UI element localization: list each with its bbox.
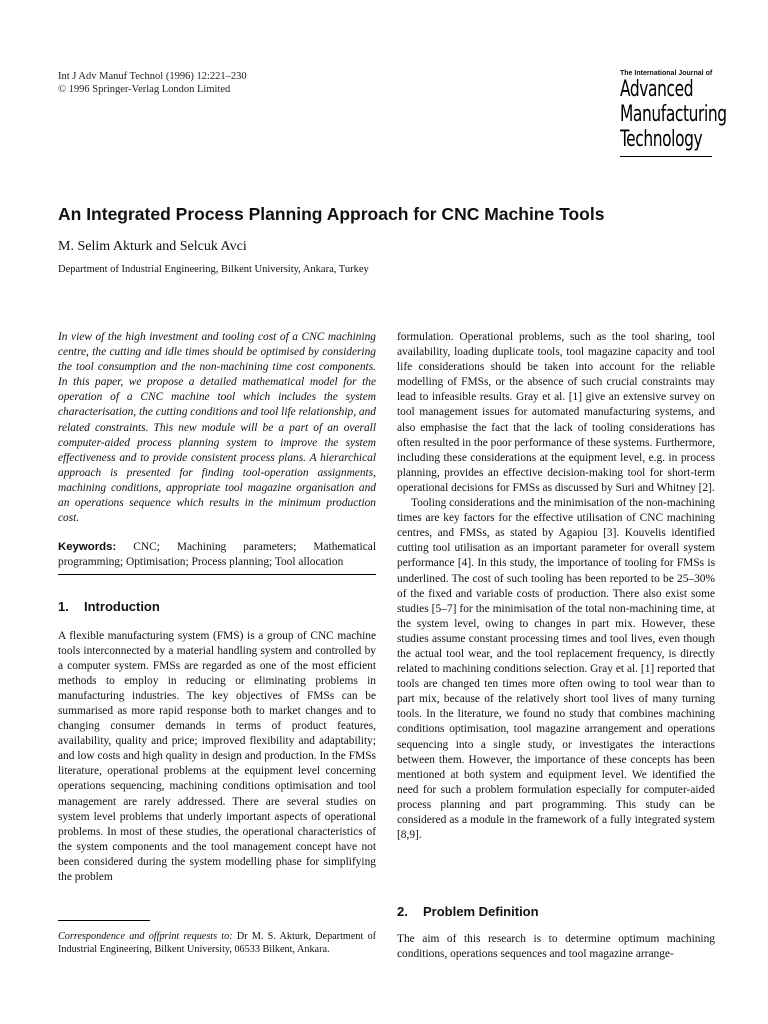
copyright-line: © 1996 Springer-Verlag London Limited <box>58 84 231 95</box>
journal-name-line2: Manufacturing <box>620 102 727 127</box>
footnote-rule <box>58 920 150 921</box>
intro-paragraph-2: formulation. Operational problems, such as the tool sharing, tool availability, loading duplicate tools, tool magazine capacity and tool life considerations should be taken into account for the reliable modelling of FMSs, or the absence of such crucial constraints may lead to infeasible results. Gray et al. [1] give an extensive survey on tool management issues for automated manufacturing systems, and also emphasise the fact that the lack of tooling considerations has often resulted in the poor performance of these systems. Furthermore, including these considerations at the equipment level, e.g. in process planning, provides an effective decision-making tool for short-term operational decisions for FMSs as discussed by Suri and Whitney [2]. <box>397 331 715 494</box>
section-title: Problem Definition <box>423 904 539 919</box>
citation-line: Int J Adv Manuf Technol (1996) 12:221–230 <box>58 71 247 82</box>
section-number: 1. <box>58 599 69 615</box>
section-heading-problem-definition <box>397 904 539 919</box>
journal-name-line3: Technology <box>620 127 703 152</box>
journal-name-line1: Advanced <box>620 77 694 102</box>
section-heading-introduction <box>58 599 376 614</box>
journal-logo <box>620 70 727 157</box>
paper-affiliation: Department of Industrial Engineering, Bilkent University, Ankara, Turkey <box>58 264 369 275</box>
journal-prefix: The International Journal of <box>620 70 713 77</box>
intro-paragraph-3: Tooling considerations and the minimisation of the non-machining times are key factors for the effective utilisation of CNC machining centres, and FMSs, as stated by Agapiou [3]. Kouvelis identified cutting tool utilisation as an important parameter for overall system performance [4]. In this study, the importance of tooling for FMSs is underlined. The cost of such tooling has been reported to be 25–30% of the fixed and variable costs of production. There also exist some studies [5–7] for the minimisation of the total non-machining time, at the system level, owing to changes in part mix. However, these studies assume constant processing times and tool lives, even though the actual tool wear, and the tool replacement frequency, is directly related to machining conditions selection. Gray et al. [1] reported that tools are changed ten times more often owing to tool wear than to part mix, because of the relatively short tool lives of many turning tools. In the literature, we found no study that combines machining conditions optimisation, tool magazine arrangement and operations sequencing into a single study, or investigates the interactions between them. However, the importance of these concepts has been mentioned at both system and equipment level. We identified the need for such a problem formulation especially for computer-aided process planning and part programming. This study can be considered as a module in the framework of a fully integrated system [8,9]. <box>397 497 715 842</box>
footnote-label: Correspondence and offprint requests to: <box>58 931 233 942</box>
keywords-label: Keywords: <box>58 541 117 554</box>
journal-rule <box>620 156 712 157</box>
abstract: In view of the high investment and tooling cost of a CNC machining centre, the cutting and idle times should be optimised by considering the tool consumption and the non-machining time cost components. In this paper, we propose a detailed mathematical model for the operation of a CNC machine tool which includes the system characterisation, the cutting conditions and tool life relationship, and related constraints. This new module will be a part of an overall computer-aided process planning system to improve the system effectiveness and to provide consistent process plans. A hierarchical approach is presented for finding tool-operation assignments, machining conditions, appropriate tool magazine organisation and an operations sequence which results in the minimum production cost. <box>58 331 376 525</box>
keywords <box>58 540 376 575</box>
intro-paragraph-1: A flexible manufacturing system (FMS) is a group of CNC machine tools interconnected by a material handling system and controlled by a computer system. FMSs are regarded as one of the most efficient methods to employ in reducing or eliminating problems in manufacturing industries. The key objectives of FMSs can be summarised as more rapid response both to market changes and to changing consumer demands in terms of product features, availability, quality and price; improved flexibility and adaptability; and low costs and high quality in design and production. In the FMSs literature, operational problems at the equipment level concerning operations sequencing, machining conditions optimisation and tool management are rarely addressed. There are several studies on system level problems that underly important aspects of operational problems. In most of these studies, the operational characteristics of the system components and the tool management concept have not been considered during the system modelling phase for simplifying the problem <box>58 629 376 883</box>
footnote-text: Dr M. S. Akturk, Department of Industrial Engineering, Bilkent University, 06533 Bilkent, Ankara. <box>58 931 376 955</box>
left-column <box>58 330 376 885</box>
section-number: 2. <box>397 904 408 919</box>
citation-block <box>58 70 247 96</box>
paper-title: An Integrated Process Planning Approach for CNC Machine Tools <box>58 204 605 224</box>
right-column <box>397 330 715 843</box>
paper-authors: M. Selim Akturk and Selcuk Avci <box>58 239 247 254</box>
keywords-text: CNC; Machining parameters; Mathematical programming; Optimisation; Process planning; Tool allocation <box>58 541 376 569</box>
section-title: Introduction <box>84 599 160 615</box>
footnote <box>58 930 376 956</box>
problem-definition-paragraph: The aim of this research is to determine optimum machining conditions, operations sequences and tool magazine arrange- <box>397 933 715 961</box>
